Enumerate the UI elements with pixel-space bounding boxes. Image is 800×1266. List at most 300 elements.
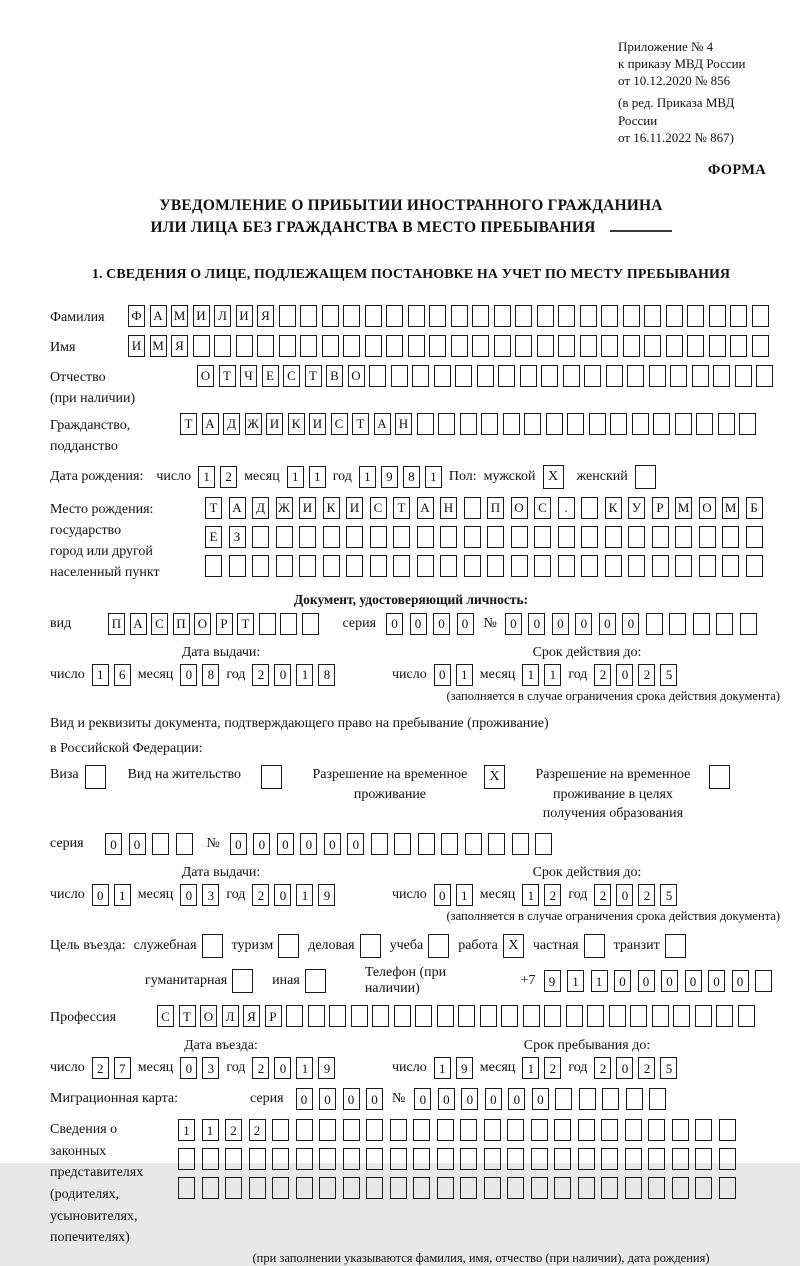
- checkbox-temp-residence[interactable]: X: [484, 765, 505, 789]
- char-box[interactable]: 0: [708, 970, 725, 992]
- char-box[interactable]: [695, 1119, 712, 1141]
- char-box[interactable]: 1: [522, 1057, 539, 1079]
- char-box[interactable]: К: [288, 413, 305, 435]
- char-box[interactable]: [606, 365, 623, 387]
- char-box[interactable]: [440, 526, 457, 548]
- char-box[interactable]: 2: [594, 1057, 611, 1079]
- checkbox-business[interactable]: [202, 934, 223, 958]
- char-box[interactable]: [692, 365, 709, 387]
- char-box[interactable]: 8: [403, 466, 420, 488]
- checkbox-study[interactable]: [428, 934, 449, 958]
- char-box[interactable]: 2: [252, 664, 269, 686]
- char-box[interactable]: 1: [92, 664, 109, 686]
- char-box[interactable]: [507, 1177, 524, 1199]
- char-box[interactable]: Т: [305, 365, 322, 387]
- char-box[interactable]: [438, 413, 455, 435]
- char-box[interactable]: [652, 1005, 669, 1027]
- char-box[interactable]: [601, 305, 618, 327]
- char-box[interactable]: 0: [296, 1088, 313, 1110]
- char-box[interactable]: 0: [180, 1057, 197, 1079]
- char-box[interactable]: [666, 335, 683, 357]
- char-box[interactable]: 0: [485, 1088, 502, 1110]
- char-box[interactable]: [632, 413, 649, 435]
- char-box[interactable]: 8: [318, 664, 335, 686]
- char-box[interactable]: 0: [685, 970, 702, 992]
- char-box[interactable]: [554, 1177, 571, 1199]
- char-box[interactable]: 0: [461, 1088, 478, 1110]
- char-box[interactable]: [578, 1177, 595, 1199]
- char-box[interactable]: [386, 305, 403, 327]
- char-box[interactable]: [279, 305, 296, 327]
- char-box[interactable]: [458, 1005, 475, 1027]
- char-box[interactable]: [464, 526, 481, 548]
- char-box[interactable]: 2: [220, 466, 237, 488]
- char-box[interactable]: Д: [252, 497, 269, 519]
- char-box[interactable]: [693, 613, 710, 635]
- checkbox-female[interactable]: [635, 465, 656, 489]
- char-box[interactable]: З: [229, 526, 246, 548]
- char-box[interactable]: Л: [214, 305, 231, 327]
- char-box[interactable]: [578, 1119, 595, 1141]
- char-box[interactable]: [296, 1148, 313, 1170]
- char-box[interactable]: [370, 555, 387, 577]
- char-box[interactable]: [418, 833, 435, 855]
- char-box[interactable]: [673, 1005, 690, 1027]
- char-box[interactable]: [695, 1177, 712, 1199]
- char-box[interactable]: 2: [594, 884, 611, 906]
- char-box[interactable]: 2: [252, 884, 269, 906]
- char-box[interactable]: Т: [352, 413, 369, 435]
- char-box[interactable]: 0: [386, 613, 403, 635]
- char-box[interactable]: 0: [180, 884, 197, 906]
- char-box[interactable]: [437, 1177, 454, 1199]
- char-box[interactable]: [460, 1177, 477, 1199]
- char-box[interactable]: 0: [622, 613, 639, 635]
- char-box[interactable]: [413, 1148, 430, 1170]
- char-box[interactable]: [394, 1005, 411, 1027]
- char-box[interactable]: 2: [252, 1057, 269, 1079]
- char-box[interactable]: 6: [114, 664, 131, 686]
- char-box[interactable]: [644, 305, 661, 327]
- char-box[interactable]: 0: [319, 1088, 336, 1110]
- char-box[interactable]: [390, 1177, 407, 1199]
- char-box[interactable]: [581, 526, 598, 548]
- char-box[interactable]: 2: [225, 1119, 242, 1141]
- char-box[interactable]: [554, 1119, 571, 1141]
- char-box[interactable]: [286, 1005, 303, 1027]
- char-box[interactable]: [602, 1088, 619, 1110]
- char-box[interactable]: [625, 1119, 642, 1141]
- char-box[interactable]: П: [173, 613, 190, 635]
- char-box[interactable]: 0: [274, 1057, 291, 1079]
- char-box[interactable]: А: [229, 497, 246, 519]
- checkbox-commercial[interactable]: [360, 934, 381, 958]
- char-box[interactable]: [441, 833, 458, 855]
- char-box[interactable]: П: [487, 497, 504, 519]
- char-box[interactable]: С: [534, 497, 551, 519]
- char-box[interactable]: [515, 305, 532, 327]
- char-box[interactable]: [249, 1177, 266, 1199]
- char-box[interactable]: [558, 335, 575, 357]
- char-box[interactable]: [716, 613, 733, 635]
- char-box[interactable]: [494, 335, 511, 357]
- char-box[interactable]: [225, 1177, 242, 1199]
- char-box[interactable]: М: [722, 497, 739, 519]
- char-box[interactable]: [699, 555, 716, 577]
- char-box[interactable]: Ж: [276, 497, 293, 519]
- char-box[interactable]: Н: [440, 497, 457, 519]
- char-box[interactable]: [746, 555, 763, 577]
- char-box[interactable]: [229, 555, 246, 577]
- char-box[interactable]: [300, 305, 317, 327]
- char-box[interactable]: 0: [414, 1088, 431, 1110]
- char-box[interactable]: [451, 305, 468, 327]
- checkbox-private[interactable]: [584, 934, 605, 958]
- char-box[interactable]: [695, 1005, 712, 1027]
- char-box[interactable]: [498, 365, 515, 387]
- char-box[interactable]: [566, 1005, 583, 1027]
- char-box[interactable]: [534, 526, 551, 548]
- char-box[interactable]: 1: [114, 884, 131, 906]
- char-box[interactable]: [300, 335, 317, 357]
- char-box[interactable]: [371, 833, 388, 855]
- char-box[interactable]: 0: [505, 613, 522, 635]
- char-box[interactable]: [580, 305, 597, 327]
- char-box[interactable]: 1: [425, 466, 442, 488]
- char-box[interactable]: [567, 413, 584, 435]
- char-box[interactable]: П: [108, 613, 125, 635]
- char-box[interactable]: 0: [614, 970, 631, 992]
- char-box[interactable]: [464, 555, 481, 577]
- char-box[interactable]: 0: [324, 833, 341, 855]
- char-box[interactable]: С: [370, 497, 387, 519]
- char-box[interactable]: 0: [347, 833, 364, 855]
- char-box[interactable]: [429, 305, 446, 327]
- char-box[interactable]: [625, 1177, 642, 1199]
- char-box[interactable]: 0: [434, 884, 451, 906]
- char-box[interactable]: [627, 365, 644, 387]
- char-box[interactable]: К: [605, 497, 622, 519]
- char-box[interactable]: [648, 1177, 665, 1199]
- char-box[interactable]: [460, 1148, 477, 1170]
- char-box[interactable]: М: [675, 497, 692, 519]
- char-box[interactable]: [503, 413, 520, 435]
- char-box[interactable]: [501, 1005, 518, 1027]
- char-box[interactable]: [272, 1148, 289, 1170]
- char-box[interactable]: И: [266, 413, 283, 435]
- char-box[interactable]: С: [157, 1005, 174, 1027]
- char-box[interactable]: [670, 365, 687, 387]
- char-box[interactable]: [464, 497, 481, 519]
- char-box[interactable]: 0: [434, 664, 451, 686]
- char-box[interactable]: [653, 413, 670, 435]
- char-box[interactable]: [322, 305, 339, 327]
- char-box[interactable]: [413, 1119, 430, 1141]
- char-box[interactable]: [249, 1148, 266, 1170]
- char-box[interactable]: [709, 305, 726, 327]
- char-box[interactable]: 1: [178, 1119, 195, 1141]
- char-box[interactable]: [413, 1177, 430, 1199]
- char-box[interactable]: [370, 526, 387, 548]
- char-box[interactable]: [394, 833, 411, 855]
- char-box[interactable]: [699, 526, 716, 548]
- char-box[interactable]: 1: [591, 970, 608, 992]
- char-box[interactable]: [555, 1088, 572, 1110]
- char-box[interactable]: 0: [732, 970, 749, 992]
- char-box[interactable]: [343, 305, 360, 327]
- char-box[interactable]: [687, 335, 704, 357]
- char-box[interactable]: [322, 335, 339, 357]
- char-box[interactable]: А: [202, 413, 219, 435]
- char-box[interactable]: [437, 1005, 454, 1027]
- char-box[interactable]: [752, 305, 769, 327]
- char-box[interactable]: [429, 335, 446, 357]
- char-box[interactable]: [587, 1005, 604, 1027]
- char-box[interactable]: [649, 365, 666, 387]
- char-box[interactable]: С: [331, 413, 348, 435]
- char-box[interactable]: 2: [249, 1119, 266, 1141]
- char-box[interactable]: А: [374, 413, 391, 435]
- char-box[interactable]: [417, 413, 434, 435]
- char-box[interactable]: 0: [433, 613, 450, 635]
- char-box[interactable]: 1: [359, 466, 376, 488]
- char-box[interactable]: 1: [567, 970, 584, 992]
- char-box[interactable]: [601, 335, 618, 357]
- char-box[interactable]: [515, 335, 532, 357]
- char-box[interactable]: [214, 335, 231, 357]
- char-box[interactable]: [579, 1088, 596, 1110]
- char-box[interactable]: Н: [395, 413, 412, 435]
- char-box[interactable]: И: [299, 497, 316, 519]
- char-box[interactable]: С: [283, 365, 300, 387]
- char-box[interactable]: [487, 555, 504, 577]
- char-box[interactable]: [722, 555, 739, 577]
- char-box[interactable]: [523, 1005, 540, 1027]
- char-box[interactable]: [534, 555, 551, 577]
- char-box[interactable]: Л: [222, 1005, 239, 1027]
- char-box[interactable]: [319, 1148, 336, 1170]
- char-box[interactable]: [365, 305, 382, 327]
- char-box[interactable]: [346, 526, 363, 548]
- char-box[interactable]: [719, 1119, 736, 1141]
- char-box[interactable]: 5: [660, 664, 677, 686]
- char-box[interactable]: [755, 970, 772, 992]
- char-box[interactable]: [507, 1119, 524, 1141]
- char-box[interactable]: [276, 555, 293, 577]
- char-box[interactable]: 5: [660, 1057, 677, 1079]
- char-box[interactable]: [393, 526, 410, 548]
- char-box[interactable]: [520, 365, 537, 387]
- char-box[interactable]: 2: [92, 1057, 109, 1079]
- char-box[interactable]: 0: [528, 613, 545, 635]
- char-box[interactable]: [276, 526, 293, 548]
- char-box[interactable]: 0: [661, 970, 678, 992]
- char-box[interactable]: [581, 555, 598, 577]
- char-box[interactable]: [696, 413, 713, 435]
- char-box[interactable]: [558, 555, 575, 577]
- char-box[interactable]: [752, 335, 769, 357]
- char-box[interactable]: [628, 555, 645, 577]
- char-box[interactable]: [366, 1119, 383, 1141]
- char-box[interactable]: [524, 413, 541, 435]
- char-box[interactable]: [554, 1148, 571, 1170]
- char-box[interactable]: [628, 526, 645, 548]
- char-box[interactable]: 3: [202, 1057, 219, 1079]
- char-box[interactable]: А: [150, 305, 167, 327]
- char-box[interactable]: [225, 1148, 242, 1170]
- char-box[interactable]: [546, 413, 563, 435]
- char-box[interactable]: [722, 526, 739, 548]
- char-box[interactable]: К: [323, 497, 340, 519]
- char-box[interactable]: [675, 413, 692, 435]
- char-box[interactable]: .: [558, 497, 575, 519]
- char-box[interactable]: [366, 1177, 383, 1199]
- char-box[interactable]: Р: [216, 613, 233, 635]
- checkbox-temp-residence-edu[interactable]: [709, 765, 730, 789]
- char-box[interactable]: [451, 335, 468, 357]
- char-box[interactable]: 0: [366, 1088, 383, 1110]
- char-box[interactable]: 0: [616, 664, 633, 686]
- char-box[interactable]: 1: [434, 1057, 451, 1079]
- char-box[interactable]: [252, 526, 269, 548]
- char-box[interactable]: И: [236, 305, 253, 327]
- char-box[interactable]: 1: [198, 466, 215, 488]
- char-box[interactable]: А: [417, 497, 434, 519]
- char-box[interactable]: [730, 335, 747, 357]
- char-box[interactable]: [589, 413, 606, 435]
- char-box[interactable]: [193, 335, 210, 357]
- char-box[interactable]: [672, 1148, 689, 1170]
- char-box[interactable]: 1: [522, 664, 539, 686]
- char-box[interactable]: 0: [343, 1088, 360, 1110]
- char-box[interactable]: [412, 365, 429, 387]
- char-box[interactable]: [391, 365, 408, 387]
- char-box[interactable]: [709, 335, 726, 357]
- checkbox-male[interactable]: X: [543, 465, 564, 489]
- char-box[interactable]: Я: [257, 305, 274, 327]
- char-box[interactable]: [666, 305, 683, 327]
- char-box[interactable]: [675, 555, 692, 577]
- char-box[interactable]: [323, 526, 340, 548]
- char-box[interactable]: М: [171, 305, 188, 327]
- char-box[interactable]: [484, 1148, 501, 1170]
- char-box[interactable]: [460, 1119, 477, 1141]
- char-box[interactable]: [625, 1148, 642, 1170]
- char-box[interactable]: [393, 555, 410, 577]
- char-box[interactable]: [386, 335, 403, 357]
- char-box[interactable]: [390, 1119, 407, 1141]
- char-box[interactable]: 0: [616, 1057, 633, 1079]
- char-box[interactable]: [202, 1177, 219, 1199]
- char-box[interactable]: [652, 555, 669, 577]
- char-box[interactable]: [672, 1119, 689, 1141]
- char-box[interactable]: [746, 526, 763, 548]
- char-box[interactable]: 0: [129, 833, 146, 855]
- char-box[interactable]: 1: [202, 1119, 219, 1141]
- char-box[interactable]: [299, 555, 316, 577]
- char-box[interactable]: Т: [205, 497, 222, 519]
- char-box[interactable]: 0: [253, 833, 270, 855]
- char-box[interactable]: [535, 833, 552, 855]
- char-box[interactable]: [343, 1119, 360, 1141]
- char-box[interactable]: Т: [237, 613, 254, 635]
- char-box[interactable]: [408, 305, 425, 327]
- char-box[interactable]: [477, 365, 494, 387]
- char-box[interactable]: [738, 1005, 755, 1027]
- checkbox-transit[interactable]: [665, 934, 686, 958]
- char-box[interactable]: [605, 555, 622, 577]
- char-box[interactable]: [484, 1177, 501, 1199]
- char-box[interactable]: Д: [223, 413, 240, 435]
- char-box[interactable]: Р: [265, 1005, 282, 1027]
- char-box[interactable]: Б: [746, 497, 763, 519]
- char-box[interactable]: Я: [243, 1005, 260, 1027]
- char-box[interactable]: О: [200, 1005, 217, 1027]
- char-box[interactable]: [487, 526, 504, 548]
- char-box[interactable]: [329, 1005, 346, 1027]
- char-box[interactable]: [648, 1148, 665, 1170]
- char-box[interactable]: [695, 1148, 712, 1170]
- char-box[interactable]: [319, 1177, 336, 1199]
- char-box[interactable]: [511, 526, 528, 548]
- char-box[interactable]: [369, 365, 386, 387]
- char-box[interactable]: И: [128, 335, 145, 357]
- char-box[interactable]: [601, 1119, 618, 1141]
- char-box[interactable]: 9: [318, 1057, 335, 1079]
- char-box[interactable]: [713, 365, 730, 387]
- char-box[interactable]: [531, 1119, 548, 1141]
- char-box[interactable]: 0: [438, 1088, 455, 1110]
- char-box[interactable]: [719, 1177, 736, 1199]
- char-box[interactable]: О: [197, 365, 214, 387]
- char-box[interactable]: [280, 613, 297, 635]
- char-box[interactable]: [319, 1119, 336, 1141]
- char-box[interactable]: 0: [300, 833, 317, 855]
- char-box[interactable]: [648, 1119, 665, 1141]
- char-box[interactable]: [730, 305, 747, 327]
- char-box[interactable]: [372, 1005, 389, 1027]
- char-box[interactable]: Ф: [128, 305, 145, 327]
- char-box[interactable]: [531, 1177, 548, 1199]
- char-box[interactable]: [756, 365, 773, 387]
- char-box[interactable]: 0: [532, 1088, 549, 1110]
- char-box[interactable]: 9: [381, 466, 398, 488]
- char-box[interactable]: [480, 1005, 497, 1027]
- char-box[interactable]: [623, 305, 640, 327]
- char-box[interactable]: 0: [180, 664, 197, 686]
- char-box[interactable]: [649, 1088, 666, 1110]
- char-box[interactable]: [558, 526, 575, 548]
- checkbox-other[interactable]: [305, 969, 326, 993]
- char-box[interactable]: [252, 555, 269, 577]
- char-box[interactable]: [408, 335, 425, 357]
- char-box[interactable]: 0: [277, 833, 294, 855]
- char-box[interactable]: [719, 1148, 736, 1170]
- char-box[interactable]: [669, 613, 686, 635]
- char-box[interactable]: [675, 526, 692, 548]
- char-box[interactable]: 2: [638, 884, 655, 906]
- char-box[interactable]: [465, 833, 482, 855]
- char-box[interactable]: [716, 1005, 733, 1027]
- char-box[interactable]: [511, 555, 528, 577]
- char-box[interactable]: [296, 1177, 313, 1199]
- char-box[interactable]: [623, 335, 640, 357]
- char-box[interactable]: [437, 1119, 454, 1141]
- char-box[interactable]: [202, 1148, 219, 1170]
- char-box[interactable]: Ч: [240, 365, 257, 387]
- char-box[interactable]: [544, 1005, 561, 1027]
- char-box[interactable]: [343, 1148, 360, 1170]
